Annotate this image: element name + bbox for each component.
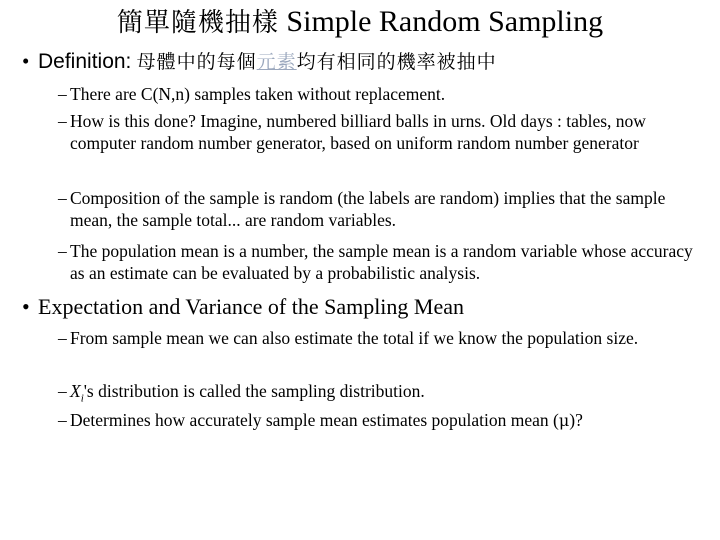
sub-item-estimate-total: [58, 327, 708, 349]
variable-subscript: i: [80, 392, 84, 405]
sub-item-composition: [58, 187, 708, 231]
title-chinese: 簡單隨機抽樣: [116, 8, 279, 38]
expectation-bullet: [22, 293, 712, 321]
sub-item-combinations: [58, 83, 708, 105]
variable-x: X: [70, 381, 81, 401]
sampling-distribution-text: 's distribution is called the sampling distribution.: [83, 381, 425, 401]
sub-item-how-done: [58, 110, 708, 154]
dash-icon: –: [58, 84, 67, 104]
dash-icon: –: [58, 410, 67, 430]
bullet-icon: •: [22, 49, 30, 73]
sub-item-text: How is this done? Imagine, numbered billiard balls in urns. Old days : tables, now computer random number generator, based on uniform random number generator: [70, 111, 646, 153]
mu-symbol: μ: [558, 411, 570, 430]
sub-item-text: There are C(N,n) samples taken without replacement.: [70, 84, 446, 104]
definition-label: Definition:: [38, 50, 132, 73]
expectation-heading: Expectation and Variance of the Sampling Mean: [38, 294, 465, 319]
sub-item-text: From sample mean we can also estimate the total if we know the population size.: [70, 328, 639, 348]
definition-text-end: 均有相同的機率被抽中: [296, 51, 497, 73]
bullet-icon: •: [22, 294, 30, 319]
dash-icon: –: [58, 188, 67, 208]
sub-item-accuracy: [58, 409, 708, 432]
dash-icon: –: [58, 381, 67, 401]
sub-item-text: Composition of the sample is random (the labels are random) implies that the sample mean, the sample total... are random variables.: [70, 188, 666, 230]
dash-icon: –: [58, 328, 67, 348]
accuracy-text: Determines how accurately sample mean estimates population mean (: [70, 410, 559, 430]
accuracy-text-end: )?: [569, 410, 583, 430]
definition-bullet: [22, 48, 712, 75]
slide-title: [0, 4, 720, 41]
sub-item-text: [58, 380, 708, 410]
element-link[interactable]: 元素: [256, 51, 297, 73]
sub-item-text: [58, 409, 708, 432]
dash-icon: –: [58, 241, 67, 261]
definition-text-start: 母體中的每個: [136, 51, 257, 73]
sub-item-text: The population mean is a number, the sample mean is a random variable whose accuracy as an estimate can be evaluated by a probabilistic analysis.: [70, 241, 693, 283]
title-english: Simple Random Sampling: [286, 5, 604, 38]
sub-item-population-mean: [58, 240, 708, 284]
sub-item-sampling-distribution: [58, 380, 708, 410]
dash-icon: –: [58, 111, 67, 131]
